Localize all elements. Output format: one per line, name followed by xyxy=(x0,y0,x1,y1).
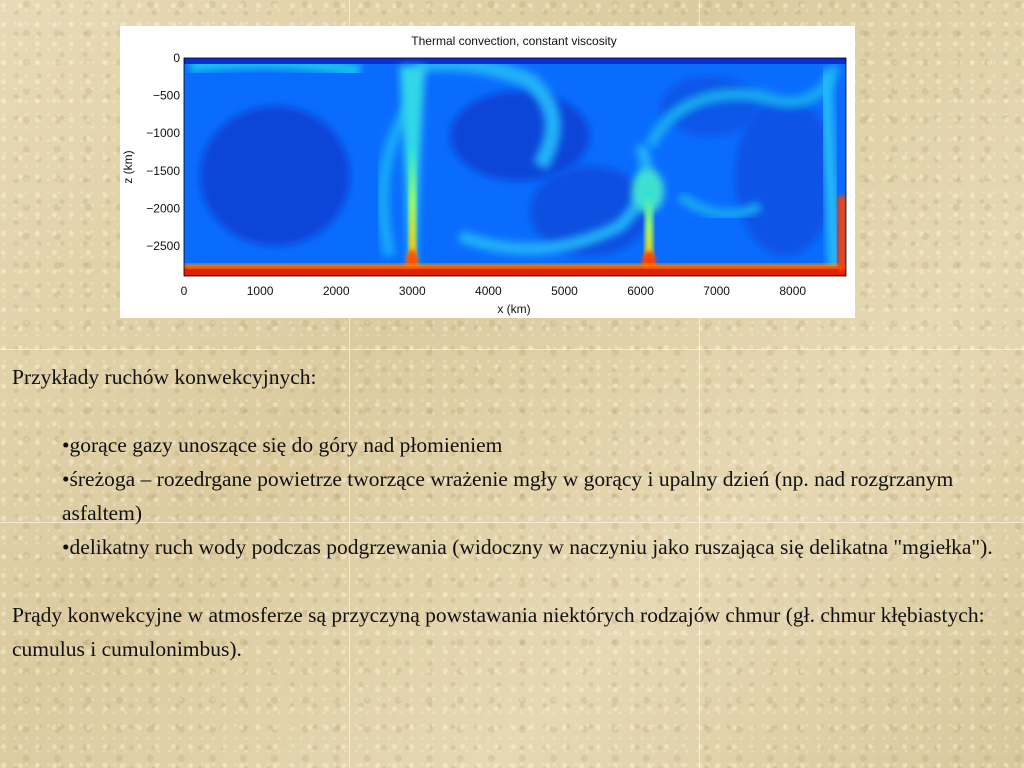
x-tick-label: 7000 xyxy=(703,284,730,298)
background-grid-line xyxy=(0,349,1024,350)
conclusion-text: Prądy konwekcyjne w atmosferze są przyczyną powstawania niektórych rodzajów chmur (gł. chmur kłębiastych: cumulus i cumulonimbus). xyxy=(12,603,985,661)
intro-text: Przykłady ruchów konwekcyjnych: xyxy=(12,365,317,389)
convection-figure xyxy=(120,26,855,318)
content-text xyxy=(12,360,1012,666)
x-tick-label: 1000 xyxy=(246,284,274,298)
y-tick-label: −2500 xyxy=(146,238,180,253)
x-tick-label: 2000 xyxy=(322,284,350,298)
bullet-item: •delikatny ruch wody podczas podgrzewania (widoczny w naczyniu jako ruszająca się delikatna "mgiełka"). xyxy=(62,535,993,559)
x-tick-label: 5000 xyxy=(551,284,578,298)
x-tick-label: 8000 xyxy=(779,284,807,298)
x-tick-label: 4000 xyxy=(475,284,502,298)
y-tick-label: −1000 xyxy=(146,126,180,141)
y-tick-label: −1500 xyxy=(146,163,180,178)
heatmap-field xyxy=(184,58,846,278)
bullet-list xyxy=(62,428,1012,564)
x-tick-labels xyxy=(181,284,807,298)
x-tick-label: 0 xyxy=(180,284,188,298)
figure-title: Thermal convection, constant viscosity xyxy=(411,34,617,48)
x-tick-label: 6000 xyxy=(627,284,654,298)
bullet-item: •śreżoga – rozedrgane powietrze tworzące wrażenie mgły w gorący i upalny dzień (np. nad rozgrzanym asfaltem) xyxy=(62,467,954,525)
y-tick-labels xyxy=(146,51,180,253)
y-tick-label: −500 xyxy=(152,88,180,103)
x-tick-label: 3000 xyxy=(398,284,426,298)
y-axis-label: z (km) xyxy=(121,150,135,184)
heatmap-svg xyxy=(120,26,855,318)
bullet-item: •gorące gazy unoszące się do góry nad płomieniem xyxy=(62,433,503,457)
x-axis-label: x (km) xyxy=(497,302,531,316)
y-tick-label: −2000 xyxy=(146,201,180,216)
y-tick-label: 0 xyxy=(173,51,180,65)
